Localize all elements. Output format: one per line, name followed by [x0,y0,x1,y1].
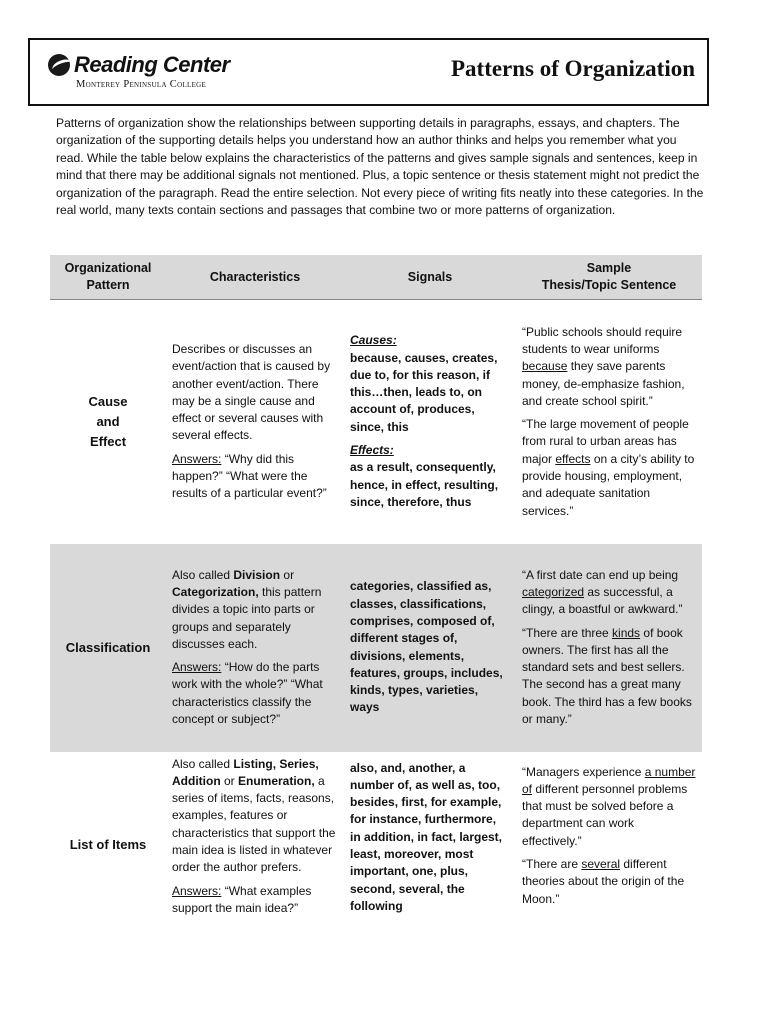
patterns-table [50,255,702,938]
pattern-name: List of Items [69,836,147,852]
logo-title: Reading Center [74,52,230,77]
characteristics-cell: Also called Division or Categorization, this pattern divides a topic into parts or groups and separately discusses each. Answers: “How do the parts work with the whole?” “What characteristics classify the concept or subject?” [172,567,323,727]
sample-sentence-cell: “Public schools should require students to wear uniforms because they save parents money, de-emphasize fashion, and create school spirit.” “The large movement of people from rural to urban areas has major effects on a city’s ability to provide housing, employment, and adequate sanitation services.” [522,324,695,518]
table-header-row [50,255,702,300]
pattern-name: Classification [65,639,151,655]
logo-subtitle: Monterey Peninsula College [76,79,207,90]
sample-sentence-cell: “Managers experience a number of different personnel problems that must be solved before a department can work effectively.” “There are several different theories about the origin of the Moon.” [522,764,696,906]
signals-cell: categories, classified as, classes, classifications, comprises, composed of, different stages of, divisions, elements, features, groups, includes, kinds, types, varieties, ways [350,579,503,715]
characteristics-cell: Also called Listing, Series, Addition or Enumeration, a series of items, facts, reasons, examples, features or characteristics that support the main idea is listed in whatever order the author prefers. Answers: “What examples support the main idea?” [172,756,336,915]
signals-cell: Causes: because, causes, creates, due to, for this reason, if this…then, leads to, on account of, produces, since, this Effects: as a result, consequently, hence, in effect, resulting, since, therefore, thus [350,333,499,509]
table-row [50,752,702,938]
signals-cell: also, and, another, a number of, as well as, too, besides, first, for example, for instance, furthermore, in addition, in fact, largest, least, moreover, most important, one, plus, second, several, the following [350,760,503,913]
characteristics-cell: Describes or discusses an event/action that is caused by another event/action. There may be a single cause and effect or several causes with several effects. Answers: “Why did this happen?” “What were the results of a particular event?” [172,341,331,501]
table-row [50,544,702,752]
header-sample: Sample Thesis/Topic Sentence [516,255,702,300]
sample-sentence-cell: “A first date can end up being categorized as successful, a clingy, a boastful or awkward.” “There are three kinds of book owners. The first has all the standard sets and best sellers. The second has a great many book. The third has a few books or many.” [522,567,692,727]
reading-center-logo [48,52,230,90]
logo-swoosh-icon [48,54,70,76]
header-signals: Signals [344,255,516,300]
header-pattern: Organizational Pattern [50,255,166,300]
header-characteristics: Characteristics [166,255,344,300]
page-title: Patterns of Organization [450,56,695,81]
pattern-name: Cause and Effect [88,393,128,449]
intro-paragraph: Patterns of organization show the relationships between supporting details in paragraphs, essays, and chapters. The organization of the supporting details helps you understand how an author thinks and helps you remember what you read. While the table below explains the characteristics of the patterns and gives sample signals and sentences, keep in mind that there may be additional signals not mentioned. Plus, a topic sentence or thesis statement might not predict the organization of the paragraph. Read the entire selection. Not every piece of writing fits neatly into these categories. In the real world, many texts contain sections and passages that combine two or more patterns of organization. [56,116,704,218]
page-header [28,38,709,106]
table-row [50,300,702,544]
